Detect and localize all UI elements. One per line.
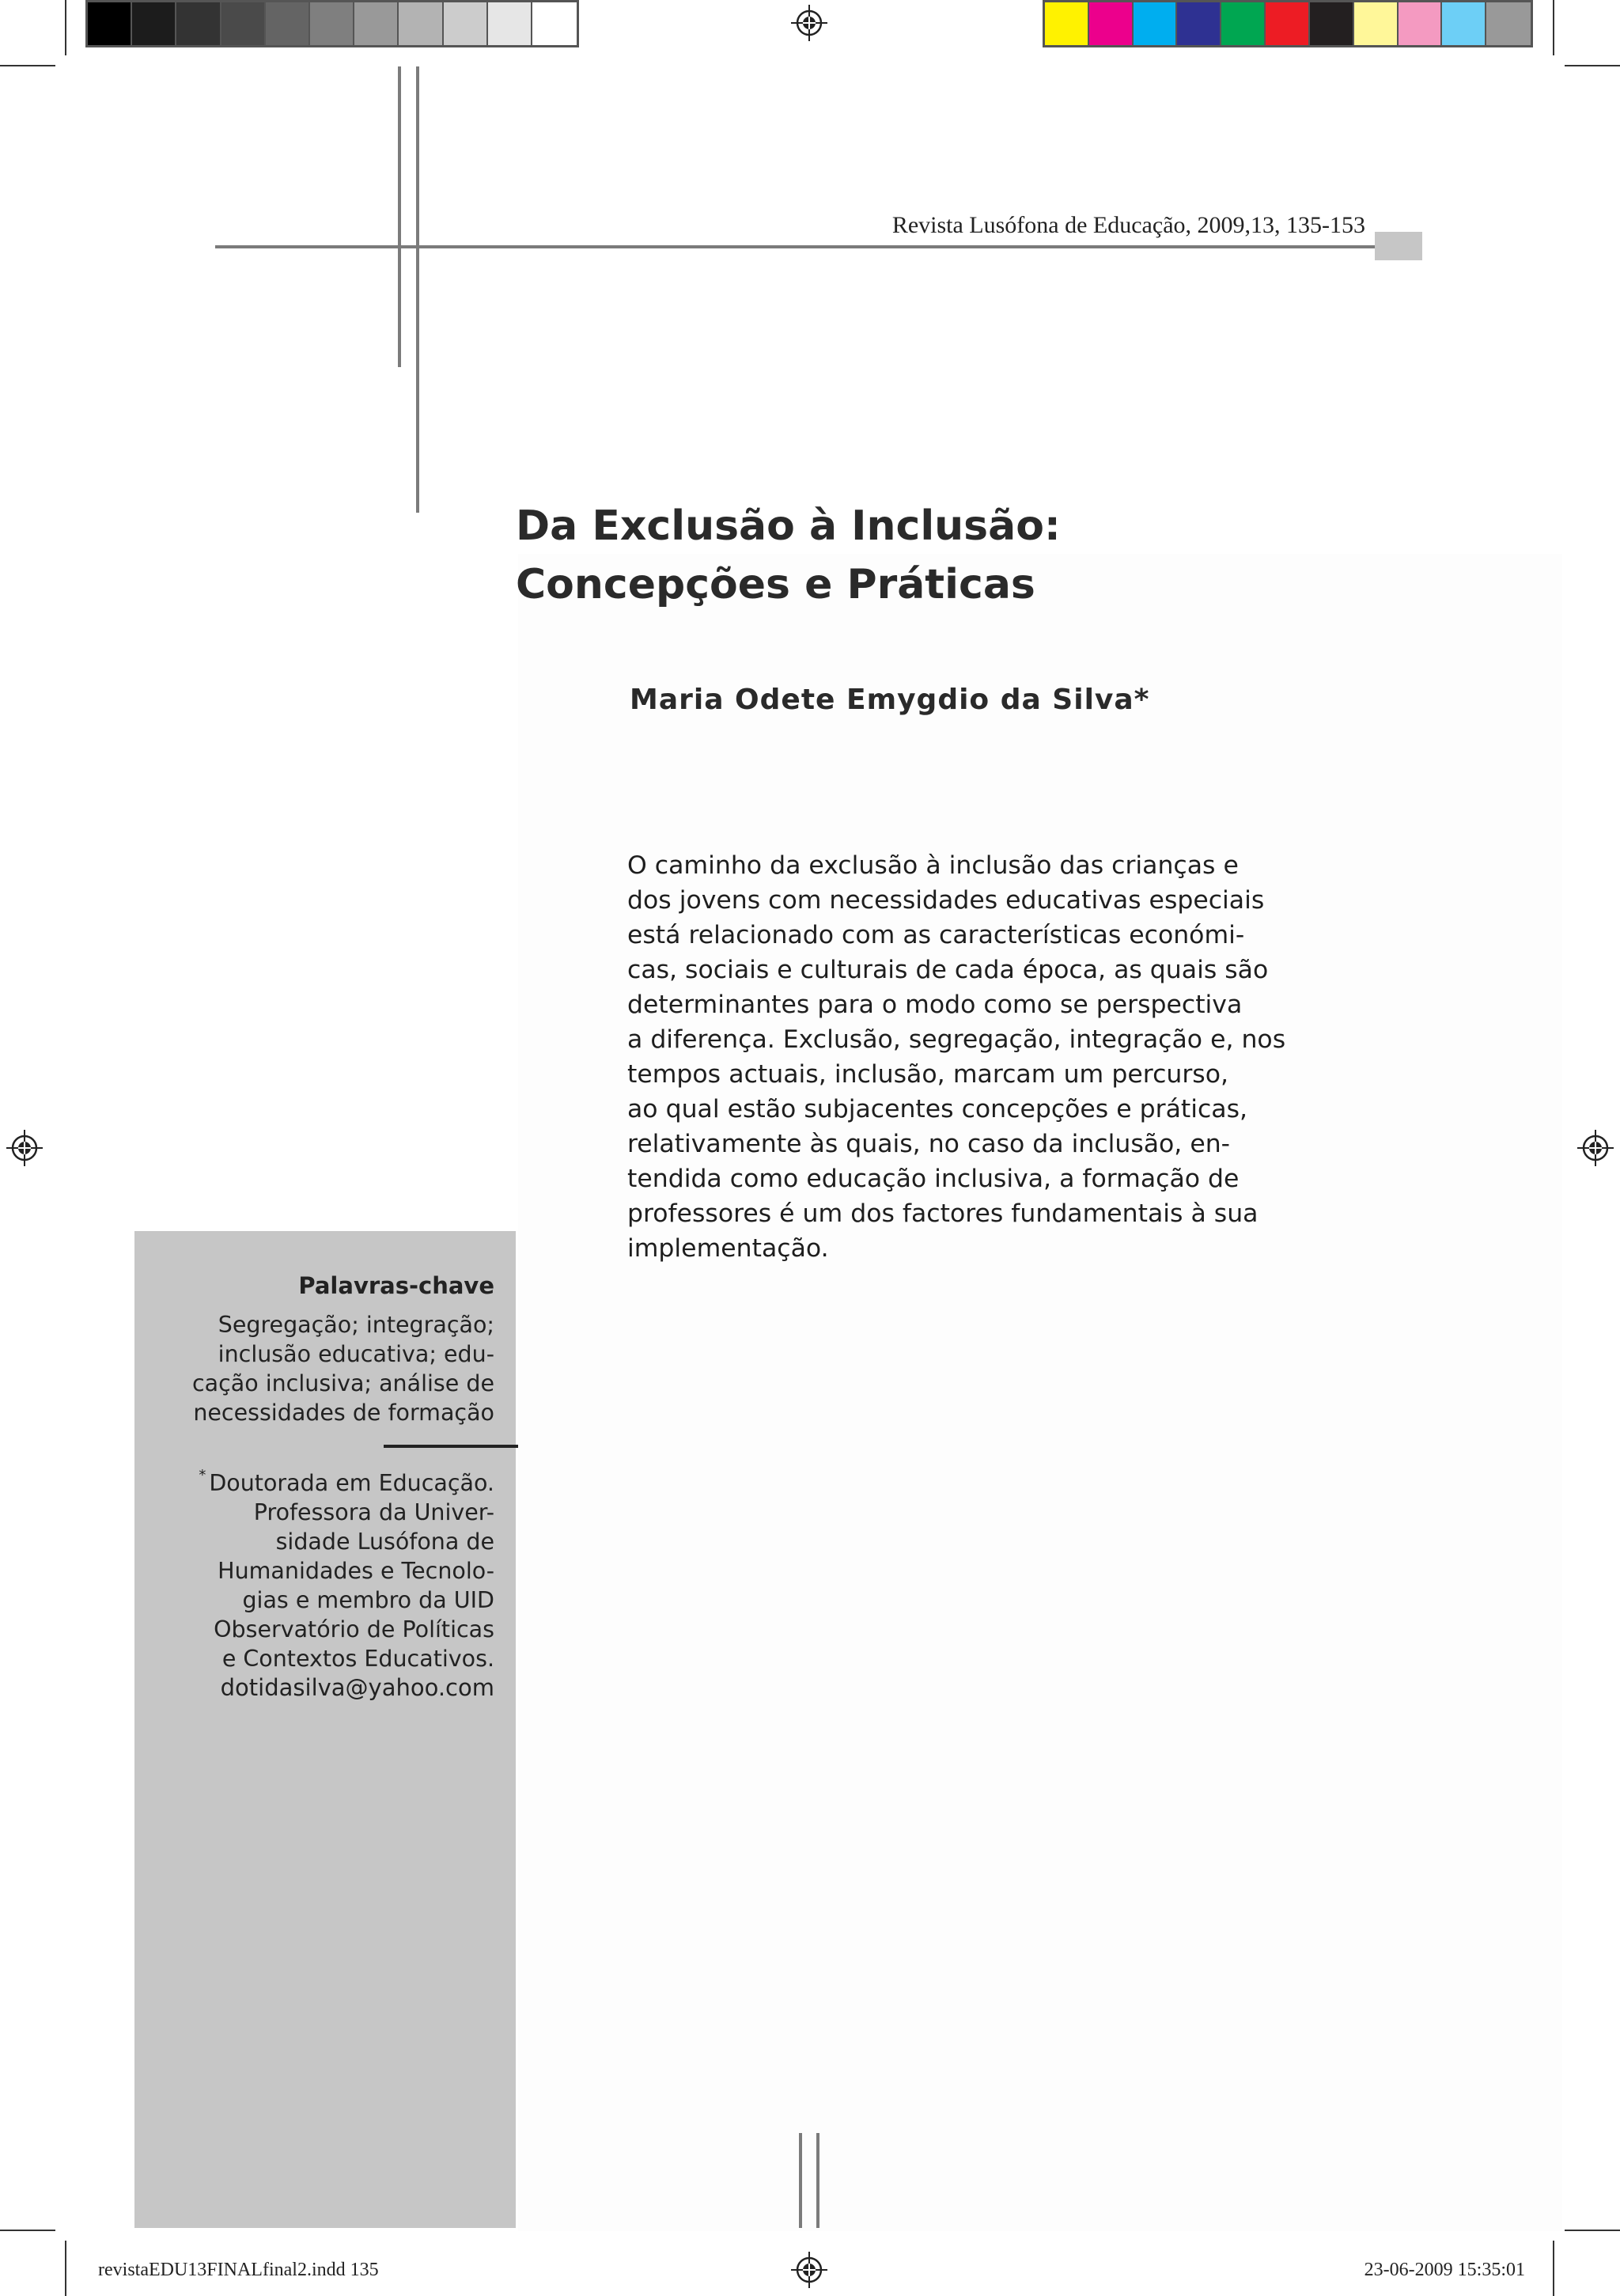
color-swatch — [1354, 2, 1399, 45]
text-column-background — [518, 554, 1562, 2231]
article-title — [516, 497, 1307, 614]
affiliation-line: Observatório de Políticas — [214, 1616, 494, 1642]
abstract-line: determinantes para o modo como se perspectiva — [627, 991, 1243, 1019]
title-line: Da Exclusão à Inclusão: — [516, 502, 1061, 550]
color-swatch — [1221, 2, 1266, 45]
running-head: Revista Lusófona de Educação, 2009,13, 135-153 — [891, 212, 1365, 238]
abstract-line: cas, sociais e culturais de cada época, as quais são — [627, 956, 1269, 984]
vertical-rule — [416, 66, 419, 513]
header-tab — [1375, 232, 1422, 260]
abstract-line: dos jovens com necessidades educativas especiais — [627, 886, 1265, 915]
abstract-line: O caminho da exclusão à inclusão das crianças e — [627, 851, 1239, 880]
abstract-line: está relacionado com as características económi- — [627, 921, 1245, 949]
color-swatch — [1310, 2, 1354, 45]
affiliation-line — [199, 1461, 494, 1498]
keywords-line: Segregação; integração; — [218, 1312, 494, 1338]
keywords-line: inclusão educativa; edu- — [218, 1341, 494, 1367]
color-swatch — [1089, 2, 1134, 45]
registration-mark-top-icon — [791, 5, 827, 41]
affiliation-line: Professora da Univer- — [253, 1499, 494, 1525]
gray-swatch — [310, 2, 354, 45]
keywords-line: cação inclusiva; análise de — [191, 1370, 494, 1396]
affiliation-line: e Contextos Educativos. — [221, 1646, 494, 1672]
keywords-label: Palavras-chave — [298, 1272, 494, 1299]
gray-swatch — [266, 2, 310, 45]
header-rule — [215, 245, 1375, 248]
crop-mark — [65, 2241, 66, 2296]
abstract-line: professores é um dos factores fundamentais à sua — [627, 1199, 1259, 1228]
crop-mark — [0, 2230, 55, 2231]
keywords-line: necessidades de formação — [193, 1400, 494, 1426]
crop-mark — [0, 65, 55, 66]
author-email[interactable]: dotidasilva@yahoo.com — [220, 1674, 494, 1701]
gray-swatch — [354, 2, 399, 45]
affiliation-line-text: Doutorada em Educação. — [209, 1470, 494, 1496]
color-calibration-bar — [1043, 0, 1533, 47]
abstract-line: ao qual estão subjacentes concepções e práticas, — [627, 1095, 1248, 1123]
footer-vertical-rule — [799, 2133, 802, 2228]
color-swatch — [1177, 2, 1221, 45]
affiliation-line: gias e membro da UID — [242, 1587, 494, 1613]
footnote-divider — [384, 1445, 518, 1448]
abstract-line: a diferença. Exclusão, segregação, integração e, nos — [627, 1025, 1286, 1054]
gray-swatch — [488, 2, 532, 45]
abstract-line: tempos actuais, inclusão, marcam um percurso, — [627, 1060, 1228, 1089]
gray-swatch — [176, 2, 221, 45]
gray-swatch — [444, 2, 488, 45]
registration-mark-right-icon — [1577, 1130, 1614, 1166]
gray-swatch — [132, 2, 176, 45]
abstract-line: relativamente às quais, no caso da inclusão, en- — [627, 1130, 1231, 1158]
slug-filename: revistaEDU13FINALfinal2.indd 135 — [98, 2260, 379, 2280]
vertical-rule — [398, 66, 401, 367]
grayscale-calibration-bar — [85, 0, 579, 47]
crop-mark — [1565, 2230, 1620, 2231]
crop-mark — [1553, 0, 1554, 55]
affiliation-line: sidade Lusófona de — [275, 1529, 494, 1555]
crop-mark — [65, 0, 66, 55]
sidebar-panel — [134, 1231, 516, 2228]
article-author: Maria Odete Emygdio da Silva* — [630, 684, 1150, 716]
title-line: Concepções e Práticas — [516, 561, 1035, 608]
abstract-line: tendida como educação inclusiva, a formação de — [627, 1165, 1240, 1193]
author-affiliation — [199, 1461, 494, 1673]
color-swatch — [1442, 2, 1486, 45]
gray-swatch — [399, 2, 443, 45]
footnote-marker: * — [199, 1467, 206, 1483]
registration-mark-bottom-icon — [791, 2252, 827, 2288]
abstract-line: implementação. — [627, 1234, 829, 1263]
crop-mark — [1553, 2241, 1554, 2296]
registration-mark-left-icon — [6, 1130, 43, 1166]
color-swatch — [1399, 2, 1443, 45]
gray-swatch — [88, 2, 132, 45]
keywords-list — [192, 1310, 494, 1427]
affiliation-line: Humanidades e Tecnolo- — [218, 1558, 494, 1584]
slug-timestamp: 23-06-2009 15:35:01 — [1364, 2260, 1525, 2280]
color-swatch — [1266, 2, 1310, 45]
crop-mark — [1565, 65, 1620, 66]
gray-swatch — [532, 2, 577, 45]
color-swatch — [1486, 2, 1531, 45]
abstract — [627, 848, 1286, 1266]
footer-vertical-rule — [816, 2133, 819, 2228]
color-swatch — [1045, 2, 1089, 45]
color-swatch — [1134, 2, 1178, 45]
gray-swatch — [221, 2, 266, 45]
